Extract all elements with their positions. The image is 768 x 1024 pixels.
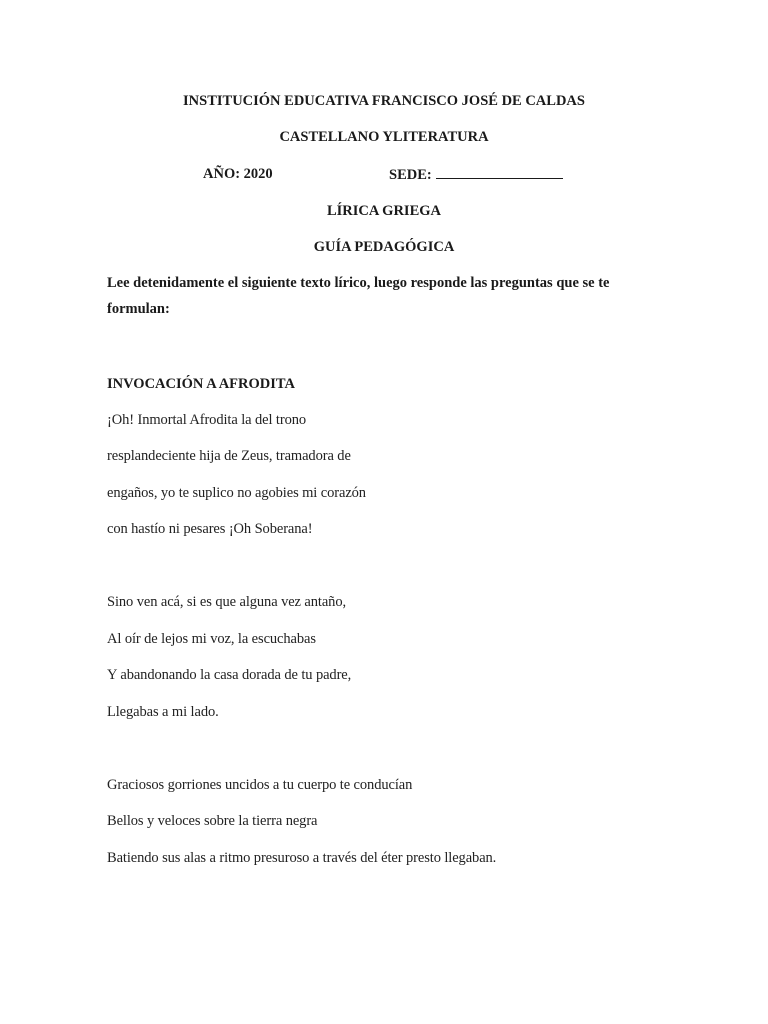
instructions-paragraph: Lee detenidamente el siguiente texto lírico, luego responde las preguntas que se te formulan: <box>107 275 610 317</box>
poem-line: resplandeciente hija de Zeus, tramadora de <box>107 448 351 464</box>
poem-line: Y abandonando la casa dorada de tu padre, <box>107 667 352 683</box>
poem-line: engaños, yo te suplico no agobies mi corazón <box>107 485 366 501</box>
poem-line: Batiendo sus alas a ritmo presuroso a través del éter presto llegaban. <box>107 850 497 866</box>
sede-label: SEDE: <box>389 167 432 183</box>
poem-line: Al oír de lejos mi voz, la escuchabas <box>107 631 316 647</box>
sede-field <box>389 165 563 184</box>
poem-line: con hastío ni pesares ¡Oh Soberana! <box>107 521 313 537</box>
poem-line: Bellos y veloces sobre la tierra negra <box>107 813 318 829</box>
year-label: AÑO: 2020 <box>203 166 273 182</box>
subject-heading: CASTELLANO YLITERATURA <box>279 129 489 145</box>
institution-heading: INSTITUCIÓN EDUCATIVA FRANCISCO JOSÉ DE CALDAS <box>183 93 585 109</box>
poem-line: ¡Oh! Inmortal Afrodita la del trono <box>107 412 307 428</box>
sede-blank-line <box>436 165 563 179</box>
topic-heading: LÍRICA GRIEGA <box>326 203 441 219</box>
poem-line: Llegabas a mi lado. <box>107 704 219 720</box>
guide-heading: GUÍA PEDAGÓGICA <box>313 239 455 255</box>
poem-title: INVOCACIÓN A AFRODITA <box>107 376 295 392</box>
poem-line: Sino ven acá, si es que alguna vez antaño, <box>107 594 346 610</box>
poem-line: Graciosos gorriones uncidos a tu cuerpo te conducían <box>107 777 413 793</box>
